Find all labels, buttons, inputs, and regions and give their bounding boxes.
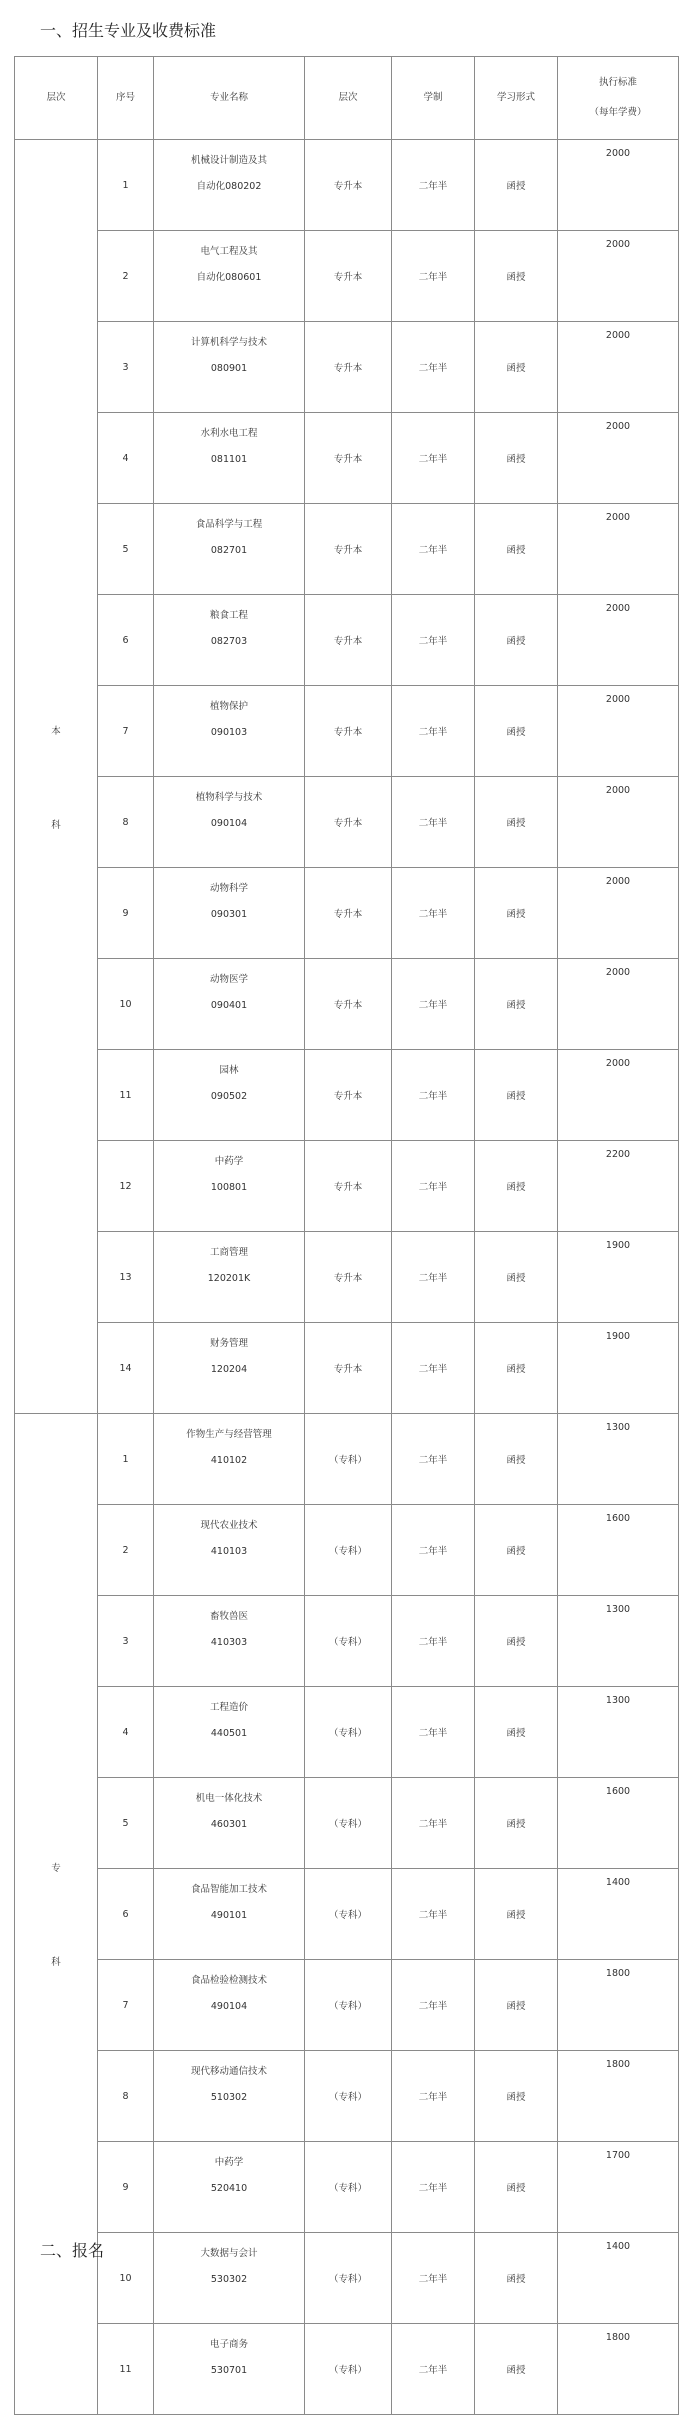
duration-cell: 二年半: [392, 2324, 475, 2415]
seq-cell: 9: [98, 2142, 154, 2233]
header-seq: 序号: [98, 57, 154, 140]
mode-cell: 函授: [475, 504, 558, 595]
major-code: 090401: [210, 1000, 248, 1011]
major-code: 自动化080601: [196, 272, 262, 283]
major-name: 工程造价: [209, 1702, 248, 1713]
level-cell: 专升本: [305, 595, 392, 686]
duration-cell: 二年半: [392, 1050, 475, 1141]
table-row: [15, 2233, 679, 2324]
mode-cell: 函授: [475, 777, 558, 868]
table-row: [15, 413, 679, 504]
major-cell: [154, 322, 305, 413]
mode-cell: 函授: [475, 1232, 558, 1323]
level-cell: 专升本: [305, 322, 392, 413]
fee-cell: 1900: [558, 1232, 679, 1323]
major-name: 电子商务: [209, 2339, 248, 2350]
level-cell: （专科）: [305, 1869, 392, 1960]
mode-cell: 函授: [475, 595, 558, 686]
fee-cell: 1700: [558, 2142, 679, 2233]
duration-cell: 二年半: [392, 322, 475, 413]
section-heading-majors-fees: 一、招生专业及收费标准: [40, 21, 217, 40]
duration-cell: 二年半: [392, 504, 475, 595]
table-row: [15, 2324, 679, 2415]
major-cell: [154, 1505, 305, 1596]
major-name: 中药学: [214, 2157, 244, 2168]
duration-cell: 二年半: [392, 2233, 475, 2324]
table-header-row: [15, 57, 679, 140]
header-fee-line2: （每年学费）: [589, 107, 647, 118]
fee-cell: 2000: [558, 686, 679, 777]
mode-cell: 函授: [475, 2324, 558, 2415]
level-cell: 专升本: [305, 777, 392, 868]
fee-cell: 1800: [558, 1960, 679, 2051]
fee-cell: 2000: [558, 959, 679, 1050]
seq-cell: 6: [98, 1869, 154, 1960]
duration-cell: 二年半: [392, 777, 475, 868]
major-code: 410303: [210, 1637, 248, 1648]
header-mode: 学习形式: [475, 57, 558, 140]
fee-cell: 2200: [558, 1141, 679, 1232]
fee-cell: 2000: [558, 777, 679, 868]
major-code: 082701: [210, 545, 248, 556]
duration-cell: 二年半: [392, 2142, 475, 2233]
mode-cell: 函授: [475, 2233, 558, 2324]
mode-cell: 函授: [475, 686, 558, 777]
seq-cell: 1: [98, 1414, 154, 1505]
major-name: 现代农业技术: [200, 1520, 258, 1531]
fee-cell: 1600: [558, 1778, 679, 1869]
fee-cell: 1900: [558, 1323, 679, 1414]
major-name: 园林: [219, 1065, 239, 1076]
major-cell: [154, 1323, 305, 1414]
table-row: [15, 1323, 679, 1414]
fee-cell: 2000: [558, 595, 679, 686]
major-name: 粮食工程: [209, 610, 248, 621]
mode-cell: 函授: [475, 1505, 558, 1596]
level-cell: 专升本: [305, 1232, 392, 1323]
header-category: 层次: [15, 57, 98, 140]
duration-cell: 二年半: [392, 1232, 475, 1323]
fee-cell: 1400: [558, 2233, 679, 2324]
major-name: 计算机科学与技术: [190, 337, 267, 348]
table-row: [15, 959, 679, 1050]
major-cell: [154, 140, 305, 231]
mode-cell: 函授: [475, 2142, 558, 2233]
major-name: 工商管理: [209, 1247, 248, 1258]
major-code: 120201K: [207, 1273, 251, 1284]
seq-cell: 3: [98, 1596, 154, 1687]
level-cell: 专升本: [305, 1141, 392, 1232]
level-cell: 专升本: [305, 140, 392, 231]
duration-cell: 二年半: [392, 231, 475, 322]
seq-cell: 11: [98, 1050, 154, 1141]
duration-cell: 二年半: [392, 595, 475, 686]
fee-cell: 2000: [558, 322, 679, 413]
level-cell: 专升本: [305, 1323, 392, 1414]
seq-cell: 5: [98, 504, 154, 595]
major-name: 植物科学与技术: [195, 792, 263, 803]
major-cell: [154, 2324, 305, 2415]
major-cell: [154, 686, 305, 777]
duration-cell: 二年半: [392, 959, 475, 1050]
category-label-bottom: 科: [51, 1957, 61, 1968]
major-code: 自动化080202: [196, 181, 262, 192]
table-row: [15, 2051, 679, 2142]
major-code: 520410: [210, 2183, 248, 2194]
seq-cell: 1: [98, 140, 154, 231]
major-cell: [154, 1141, 305, 1232]
major-name: 电气工程及其: [200, 246, 258, 257]
major-code: 460301: [210, 1819, 248, 1830]
fee-cell: 1300: [558, 1596, 679, 1687]
header-level: 层次: [305, 57, 392, 140]
major-code: 440501: [210, 1728, 248, 1739]
header-fee-line1: 执行标准: [598, 77, 637, 88]
seq-cell: 12: [98, 1141, 154, 1232]
mode-cell: 函授: [475, 868, 558, 959]
fee-cell: 1400: [558, 1869, 679, 1960]
duration-cell: 二年半: [392, 140, 475, 231]
major-cell: [154, 2051, 305, 2142]
level-cell: （专科）: [305, 2233, 392, 2324]
major-cell: [154, 2142, 305, 2233]
major-cell: [154, 777, 305, 868]
major-name: 动物医学: [209, 974, 248, 985]
mode-cell: 函授: [475, 1050, 558, 1141]
category-cell: [15, 140, 98, 1414]
level-cell: （专科）: [305, 2324, 392, 2415]
major-code: 080901: [210, 363, 248, 374]
duration-cell: 二年半: [392, 2051, 475, 2142]
major-cell: [154, 868, 305, 959]
fee-cell: 2000: [558, 140, 679, 231]
major-code: 490104: [210, 2001, 248, 2012]
majors-fees-table: [14, 56, 679, 2415]
fee-cell: 1800: [558, 2324, 679, 2415]
mode-cell: 函授: [475, 1960, 558, 2051]
level-cell: （专科）: [305, 1960, 392, 2051]
table-row: [15, 231, 679, 322]
seq-cell: 2: [98, 231, 154, 322]
table-row: [15, 140, 679, 231]
major-code: 090502: [210, 1091, 248, 1102]
fee-cell: 1600: [558, 1505, 679, 1596]
duration-cell: 二年半: [392, 1687, 475, 1778]
duration-cell: 二年半: [392, 1778, 475, 1869]
level-cell: （专科）: [305, 1596, 392, 1687]
level-cell: 专升本: [305, 1050, 392, 1141]
major-code: 100801: [210, 1182, 248, 1193]
major-cell: [154, 231, 305, 322]
major-name: 现代移动通信技术: [190, 2066, 267, 2077]
mode-cell: 函授: [475, 1141, 558, 1232]
fee-cell: 1300: [558, 1687, 679, 1778]
fee-cell: 2000: [558, 1050, 679, 1141]
table-row: [15, 322, 679, 413]
seq-cell: 6: [98, 595, 154, 686]
duration-cell: 二年半: [392, 1596, 475, 1687]
table-row: [15, 595, 679, 686]
major-name: 食品科学与工程: [195, 519, 263, 530]
mode-cell: 函授: [475, 1778, 558, 1869]
major-cell: [154, 1414, 305, 1505]
level-cell: 专升本: [305, 504, 392, 595]
level-cell: （专科）: [305, 1414, 392, 1505]
seq-cell: 9: [98, 868, 154, 959]
category-label-bottom: 科: [51, 819, 61, 831]
duration-cell: 二年半: [392, 413, 475, 504]
duration-cell: 二年半: [392, 1960, 475, 2051]
table-row: [15, 2142, 679, 2233]
table-row: [15, 1687, 679, 1778]
seq-cell: 3: [98, 322, 154, 413]
duration-cell: 二年半: [392, 686, 475, 777]
table-row: [15, 777, 679, 868]
major-cell: [154, 1596, 305, 1687]
table-row: [15, 1505, 679, 1596]
table-row: [15, 1232, 679, 1323]
mode-cell: 函授: [475, 140, 558, 231]
major-cell: [154, 1232, 305, 1323]
duration-cell: 二年半: [392, 868, 475, 959]
major-name: 植物保护: [209, 701, 248, 712]
mode-cell: 函授: [475, 2051, 558, 2142]
duration-cell: 二年半: [392, 1505, 475, 1596]
mode-cell: 函授: [475, 1596, 558, 1687]
seq-cell: 2: [98, 1505, 154, 1596]
mode-cell: 函授: [475, 959, 558, 1050]
table-row: [15, 504, 679, 595]
level-cell: （专科）: [305, 1778, 392, 1869]
mode-cell: 函授: [475, 1323, 558, 1414]
mode-cell: 函授: [475, 1687, 558, 1778]
major-code: 090103: [210, 727, 248, 738]
level-cell: 专升本: [305, 959, 392, 1050]
major-code: 410103: [210, 1546, 248, 1557]
fee-cell: 1300: [558, 1414, 679, 1505]
seq-cell: 8: [98, 777, 154, 868]
fee-cell: 2000: [558, 868, 679, 959]
major-name: 机电一体化技术: [195, 1793, 263, 1804]
seq-cell: 11: [98, 2324, 154, 2415]
level-cell: 专升本: [305, 231, 392, 322]
major-code: 530302: [210, 2274, 248, 2285]
major-name: 机械设计制造及其: [190, 155, 267, 166]
table-row: [15, 1869, 679, 1960]
major-code: 120204: [210, 1364, 248, 1375]
level-cell: （专科）: [305, 1687, 392, 1778]
category-cell: [15, 1414, 98, 2415]
mode-cell: 函授: [475, 322, 558, 413]
seq-cell: 7: [98, 686, 154, 777]
major-name: 大数据与会计: [200, 2248, 258, 2259]
major-cell: [154, 413, 305, 504]
table-row: [15, 1414, 679, 1505]
major-code: 410102: [210, 1455, 248, 1466]
major-code: 090301: [210, 909, 248, 920]
major-cell: [154, 504, 305, 595]
major-name: 作物生产与经营管理: [186, 1429, 272, 1440]
level-cell: 专升本: [305, 686, 392, 777]
major-name: 食品智能加工技术: [190, 1884, 267, 1895]
level-cell: 专升本: [305, 413, 392, 504]
level-cell: （专科）: [305, 1505, 392, 1596]
seq-cell: 7: [98, 1960, 154, 2051]
duration-cell: 二年半: [392, 1323, 475, 1414]
duration-cell: 二年半: [392, 1869, 475, 1960]
table-row: [15, 1050, 679, 1141]
fee-cell: 2000: [558, 504, 679, 595]
table-row: [15, 1778, 679, 1869]
mode-cell: 函授: [475, 231, 558, 322]
major-cell: [154, 2233, 305, 2324]
major-code: 081101: [210, 454, 248, 465]
major-cell: [154, 959, 305, 1050]
header-fee: [558, 57, 679, 140]
mode-cell: 函授: [475, 1414, 558, 1505]
duration-cell: 二年半: [392, 1141, 475, 1232]
major-name: 食品检验检测技术: [190, 1975, 267, 1986]
major-name: 动物科学: [209, 883, 248, 894]
fee-cell: 1800: [558, 2051, 679, 2142]
seq-cell: 14: [98, 1323, 154, 1414]
header-duration: 学制: [392, 57, 475, 140]
major-name: 畜牧兽医: [209, 1611, 248, 1622]
major-cell: [154, 1960, 305, 2051]
seq-cell: 10: [98, 959, 154, 1050]
seq-cell: 4: [98, 413, 154, 504]
major-cell: [154, 1050, 305, 1141]
table-row: [15, 686, 679, 777]
category-label-top: 本: [51, 725, 61, 737]
seq-cell: 4: [98, 1687, 154, 1778]
level-cell: （专科）: [305, 2142, 392, 2233]
fee-cell: 2000: [558, 413, 679, 504]
major-name: 中药学: [214, 1156, 244, 1167]
section-heading-registration: 二、报名: [40, 2241, 105, 2260]
table-row: [15, 1960, 679, 2051]
header-major: 专业名称: [154, 57, 305, 140]
seq-cell: 5: [98, 1778, 154, 1869]
seq-cell: 8: [98, 2051, 154, 2142]
major-code: 090104: [210, 818, 248, 829]
fee-cell: 2000: [558, 231, 679, 322]
major-code: 510302: [210, 2092, 248, 2103]
table-row: [15, 868, 679, 959]
duration-cell: 二年半: [392, 1414, 475, 1505]
seq-cell: 10: [98, 2233, 154, 2324]
level-cell: （专科）: [305, 2051, 392, 2142]
major-code: 082703: [210, 636, 248, 647]
major-name: 财务管理: [209, 1338, 248, 1349]
seq-cell: 13: [98, 1232, 154, 1323]
major-code: 530701: [210, 2365, 248, 2376]
major-cell: [154, 1869, 305, 1960]
level-cell: 专升本: [305, 868, 392, 959]
major-cell: [154, 1778, 305, 1869]
major-cell: [154, 595, 305, 686]
major-cell: [154, 1687, 305, 1778]
mode-cell: 函授: [475, 1869, 558, 1960]
major-code: 490101: [210, 1910, 248, 1921]
table-row: [15, 1596, 679, 1687]
category-label-top: 专: [51, 1863, 61, 1874]
mode-cell: 函授: [475, 413, 558, 504]
major-name: 水利水电工程: [200, 428, 258, 439]
table-row: [15, 1141, 679, 1232]
